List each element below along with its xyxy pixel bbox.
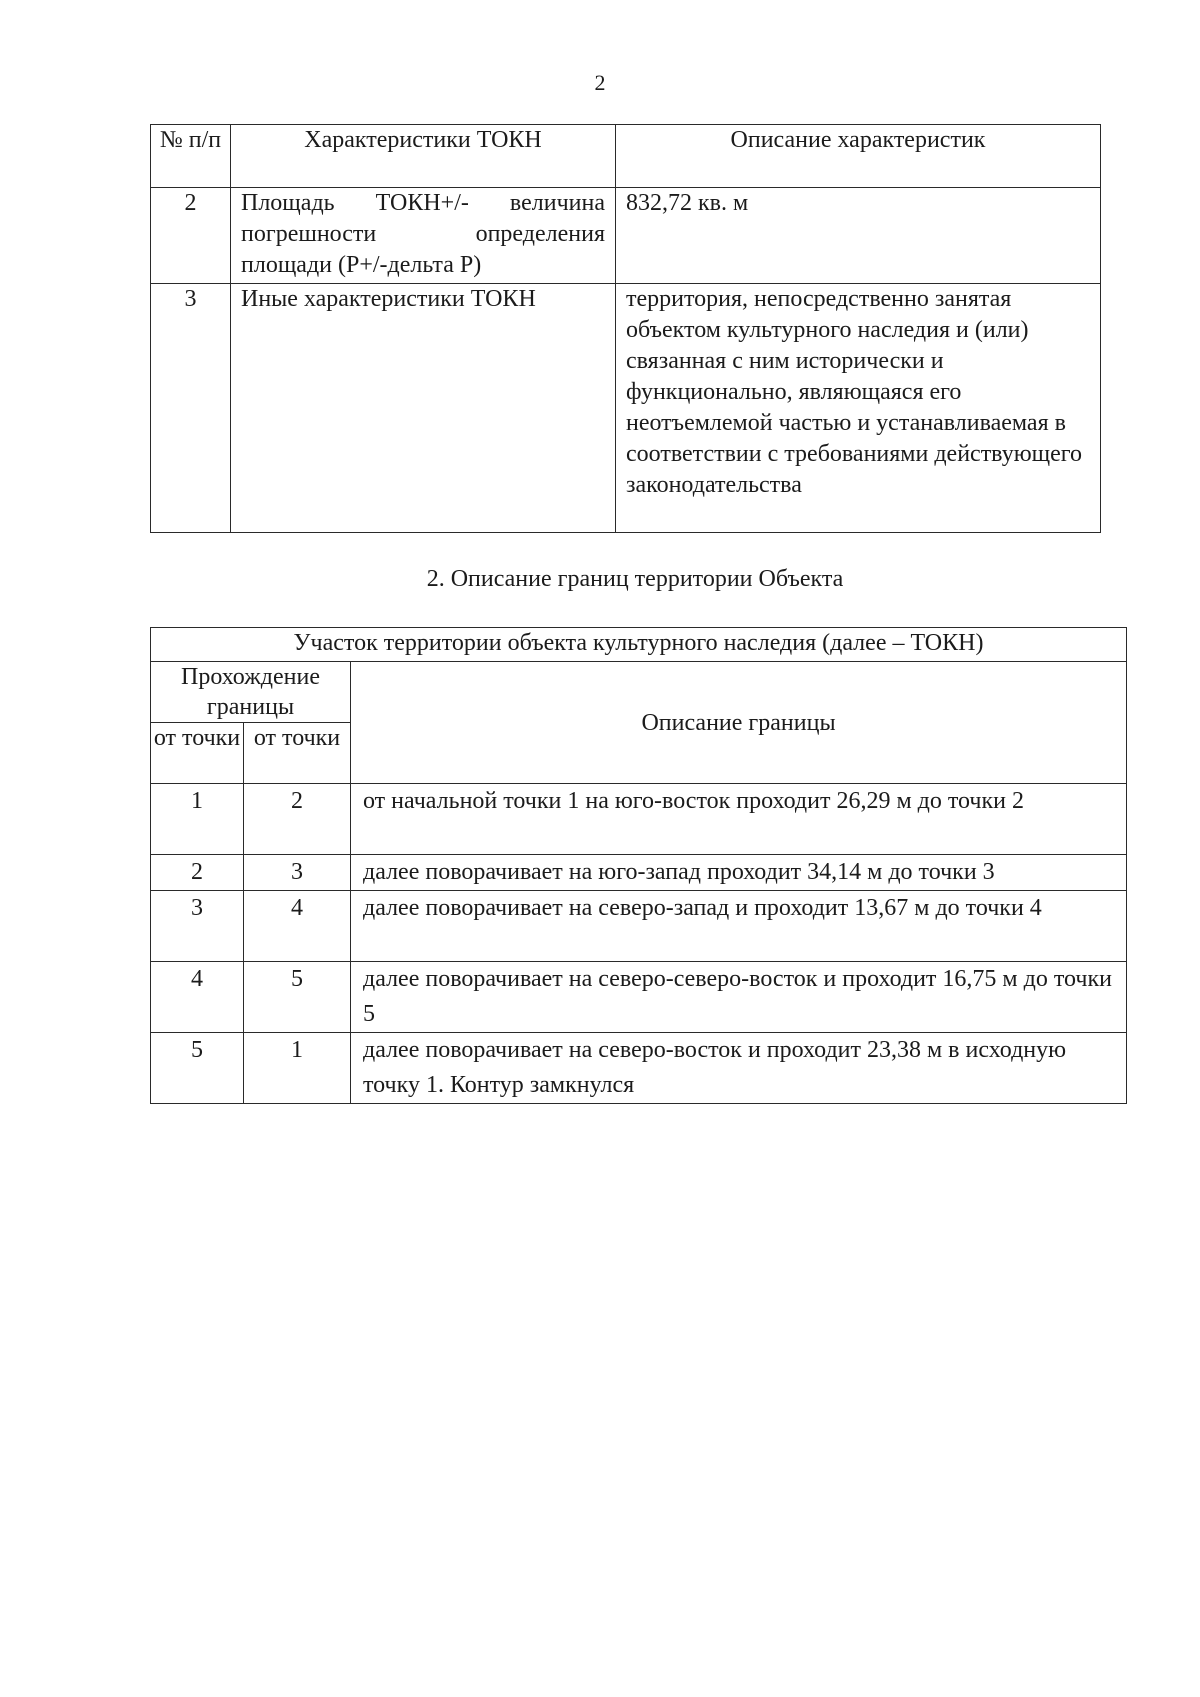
characteristics-table — [150, 124, 1101, 533]
table-row — [151, 855, 1127, 891]
header-to-point: от точки — [244, 723, 351, 784]
header-characteristics: Характеристики ТОКН — [231, 125, 616, 188]
row-boundary-description: далее поворачивает на юго-запад проходит 34,14 м до точки 3 — [351, 855, 1127, 891]
row-to: 3 — [244, 855, 351, 891]
row-to: 5 — [244, 962, 351, 1033]
row-to: 2 — [244, 784, 351, 855]
row-num: 3 — [151, 284, 231, 533]
boundary-caption-row — [151, 628, 1127, 662]
section-title: 2. Описание границ территории Объекта — [426, 566, 844, 592]
row-from: 5 — [151, 1033, 244, 1104]
row-to: 1 — [244, 1033, 351, 1104]
boundary-header-row — [151, 662, 1127, 723]
row-to: 4 — [244, 891, 351, 962]
row-boundary-description: от начальной точки 1 на юго-восток проходит 26,29 м до точки 2 — [351, 784, 1127, 855]
table-row — [151, 891, 1127, 962]
row-from: 1 — [151, 784, 244, 855]
row-boundary-description: далее поворачивает на северо-восток и проходит 23,38 м в исходную точку 1. Контур замкнулся — [351, 1033, 1127, 1104]
row-boundary-description: далее поворачивает на северо-запад и проходит 13,67 м до точки 4 — [351, 891, 1127, 962]
table-header-row — [151, 125, 1101, 188]
row-from: 4 — [151, 962, 244, 1033]
header-boundary-description: Описание границы — [351, 662, 1127, 784]
row-boundary-description: далее поворачивает на северо-северо-восток и проходит 16,75 м до точки 5 — [351, 962, 1127, 1033]
page-number: 2 — [594, 70, 606, 95]
row-characteristic: Площадь ТОКН+/- величина погрешности определения площади (Р+/-дельта Р) — [231, 188, 616, 284]
boundary-table — [150, 627, 1127, 1104]
table-row — [151, 1033, 1127, 1104]
row-description: территория, непосредственно занятая объектом культурного наследия и (или) связанная с ним исторически и функционально, являющаяся его неотъемлемой частью и устанавливаемая в соответствии с требованиями действующего законодательства — [616, 284, 1101, 533]
table-row — [151, 284, 1101, 533]
header-description: Описание характеристик — [616, 125, 1101, 188]
row-from: 3 — [151, 891, 244, 962]
row-characteristic: Иные характеристики ТОКН — [231, 284, 616, 533]
table-row — [151, 784, 1127, 855]
table-row — [151, 188, 1101, 284]
header-num: № п/п — [151, 125, 231, 188]
row-from: 2 — [151, 855, 244, 891]
row-description: 832,72 кв. м — [616, 188, 1101, 284]
header-passage: Прохождение границы — [151, 662, 351, 723]
boundary-caption: Участок территории объекта культурного наследия (далее – ТОКН) — [151, 628, 1127, 662]
table-row — [151, 962, 1127, 1033]
header-from-point: от точки — [151, 723, 244, 784]
row-num: 2 — [151, 188, 231, 284]
